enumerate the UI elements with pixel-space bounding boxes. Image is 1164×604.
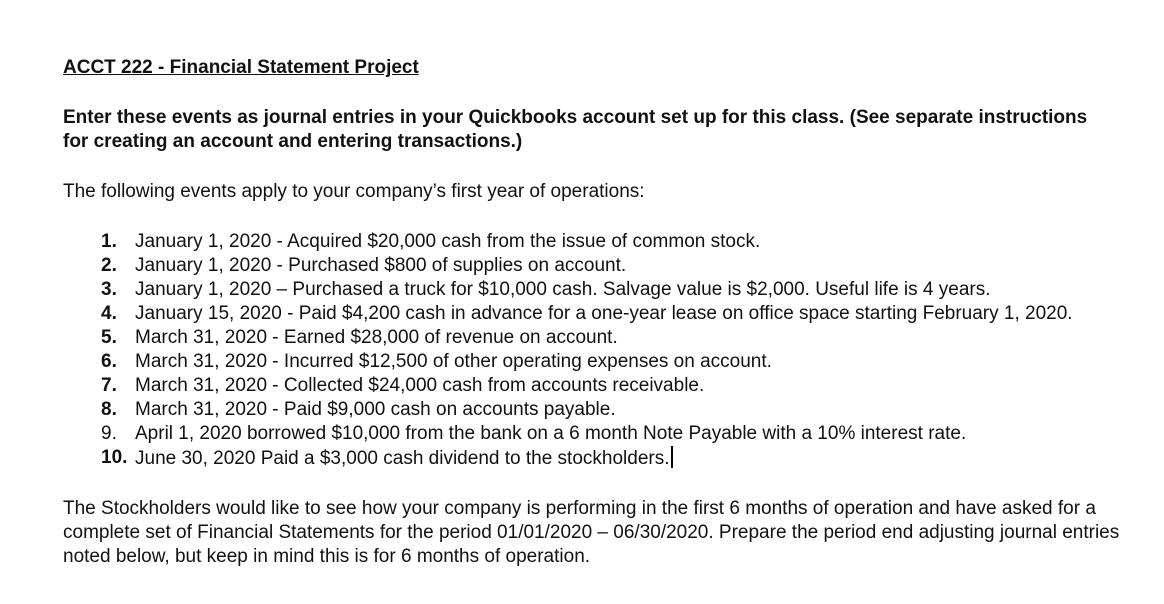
list-item-text: January 1, 2020 - Acquired $20,000 cash from the issue of common stock. [135, 231, 761, 252]
list-item-number: 3. [101, 279, 117, 300]
list-item-number: 2. [101, 255, 117, 276]
page-title: ACCT 222 - Financial Statement Project [63, 57, 419, 78]
events-list [63, 230, 1143, 471]
list-item [101, 278, 1135, 302]
list-item-text: March 31, 2020 - Incurred $12,500 of other operating expenses on account. [135, 351, 772, 372]
list-item-number: 5. [101, 327, 117, 348]
list-item-number: 4. [101, 303, 117, 324]
list-item [101, 446, 1135, 471]
list-item [101, 422, 1135, 446]
text-cursor [671, 446, 673, 468]
list-item-number: 1. [101, 231, 117, 252]
list-item-number: 6. [101, 351, 117, 372]
list-item-text: March 31, 2020 - Collected $24,000 cash from accounts receivable. [135, 375, 705, 396]
list-item [101, 374, 1135, 398]
list-item-number: 8. [101, 399, 117, 420]
list-item-text: January 15, 2020 - Paid $4,200 cash in advance for a one-year lease on office space starting February 1, 2020. [135, 303, 1073, 324]
list-item-number: 9. [101, 423, 117, 444]
list-item-text: January 1, 2020 - Purchased $800 of supplies on account. [135, 255, 627, 276]
list-item [101, 230, 1135, 254]
list-item [101, 350, 1135, 374]
list-item-text: March 31, 2020 - Paid $9,000 cash on accounts payable. [135, 399, 616, 420]
list-item [101, 254, 1135, 278]
intro-paragraph: The following events apply to your company’s first year of operations: [63, 181, 645, 202]
list-item-number: 7. [101, 375, 117, 396]
list-item [101, 302, 1135, 326]
list-item-text: January 1, 2020 – Purchased a truck for $10,000 cash. Salvage value is $2,000. Useful life is 4 years. [135, 279, 991, 300]
list-item [101, 326, 1135, 350]
list-item-number: 10. [101, 447, 128, 468]
list-item-text: June 30, 2020 Paid a $3,000 cash dividend to the stockholders. [135, 448, 670, 469]
closing-paragraph: The Stockholders would like to see how your company is performing in the first 6 months of operation and have asked for a complete set of Financial Statements for the period 01/01/2020 – 06/30/2020. Prepare the period end adjusting journal entries noted below, but keep in mind this is for 6 months of operation. [63, 498, 1120, 567]
instructions-paragraph: Enter these events as journal entries in your Quickbooks account set up for this class. (See separate instructions for creating an account and entering transactions.) [63, 107, 1088, 152]
list-item-text: April 1, 2020 borrowed $10,000 from the bank on a 6 month Note Payable with a 10% interest rate. [135, 423, 967, 444]
list-item-text: March 31, 2020 - Earned $28,000 of revenue on account. [135, 327, 618, 348]
document-body [63, 56, 1143, 569]
list-item [101, 398, 1135, 422]
